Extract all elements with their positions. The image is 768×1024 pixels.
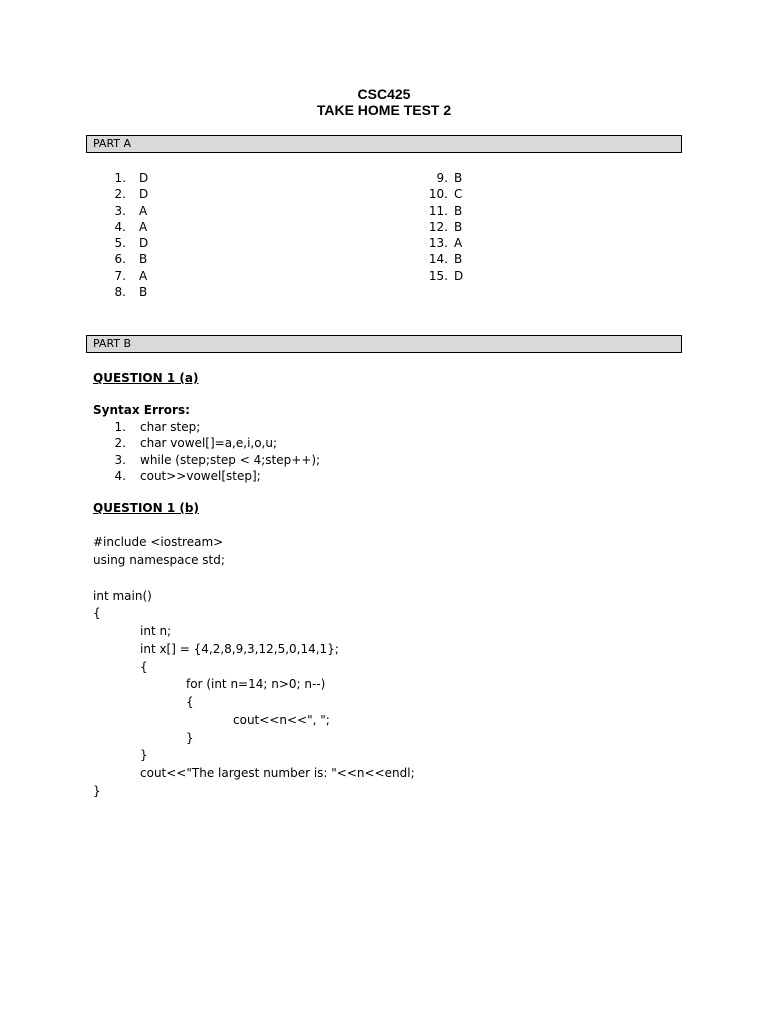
list-item: 2. char vowel[]=a,e,i,o,u; xyxy=(114,436,278,451)
answers-right-column xyxy=(418,170,538,284)
list-item: 4. cout>>vowel[step]; xyxy=(114,468,261,483)
code-line: } xyxy=(186,731,194,745)
code-line: } xyxy=(140,748,148,762)
answers-left-column xyxy=(96,170,216,300)
question-1b-heading: QUESTION 1 (b) xyxy=(93,501,199,515)
part-a-bar xyxy=(86,135,682,153)
question-1a-heading: QUESTION 1 (a) xyxy=(93,371,199,385)
syntax-errors-list xyxy=(96,419,396,484)
code-line: cout<<n<<", "; xyxy=(233,713,330,727)
answer-row: 10. C xyxy=(428,187,463,202)
answer-row: 11. B xyxy=(428,203,463,218)
answer-row: 1. D xyxy=(114,171,149,185)
document-title: TAKE HOME TEST 2 xyxy=(316,102,452,118)
code-line: { xyxy=(140,660,148,674)
code-line: #include <iostream> xyxy=(93,535,224,549)
list-item: 3. while (step;step < 4;step++); xyxy=(114,452,321,467)
code-line: using namespace std; xyxy=(93,553,225,567)
answer-row: 2. D xyxy=(114,187,149,202)
answer-row: 13. A xyxy=(428,236,463,251)
part-a-label: PART A xyxy=(93,137,132,150)
course-code: CSC425 xyxy=(357,86,411,102)
code-line: } xyxy=(93,784,101,798)
answer-row: 9. B xyxy=(436,171,463,185)
code-line: int x[] = {4,2,8,9,3,12,5,0,14,1}; xyxy=(140,642,339,656)
code-line: for (int n=14; n>0; n--) xyxy=(186,677,326,691)
answer-row: 14. B xyxy=(428,252,463,267)
answer-row: 7. A xyxy=(114,268,148,283)
code-line: int main() xyxy=(93,589,152,603)
answer-row: 15. D xyxy=(428,268,464,283)
answer-row: 4. A xyxy=(114,219,148,234)
answer-row: 8. B xyxy=(114,285,148,300)
code-line: { xyxy=(186,695,194,709)
list-item: 1. char step; xyxy=(114,420,201,434)
code-line: cout<<"The largest number is: "<<n<<endl; xyxy=(140,766,415,780)
part-b-label: PART B xyxy=(93,337,132,350)
part-b-bar xyxy=(86,335,682,353)
syntax-errors-heading: Syntax Errors: xyxy=(93,403,190,417)
answer-row: 5. D xyxy=(114,236,149,251)
code-line: { xyxy=(93,606,101,620)
answer-row: 6. B xyxy=(114,252,148,267)
answer-row: 12. B xyxy=(428,219,463,234)
code-line: int n; xyxy=(140,624,172,638)
document-header xyxy=(0,86,768,118)
answer-row: 3. A xyxy=(114,203,148,218)
